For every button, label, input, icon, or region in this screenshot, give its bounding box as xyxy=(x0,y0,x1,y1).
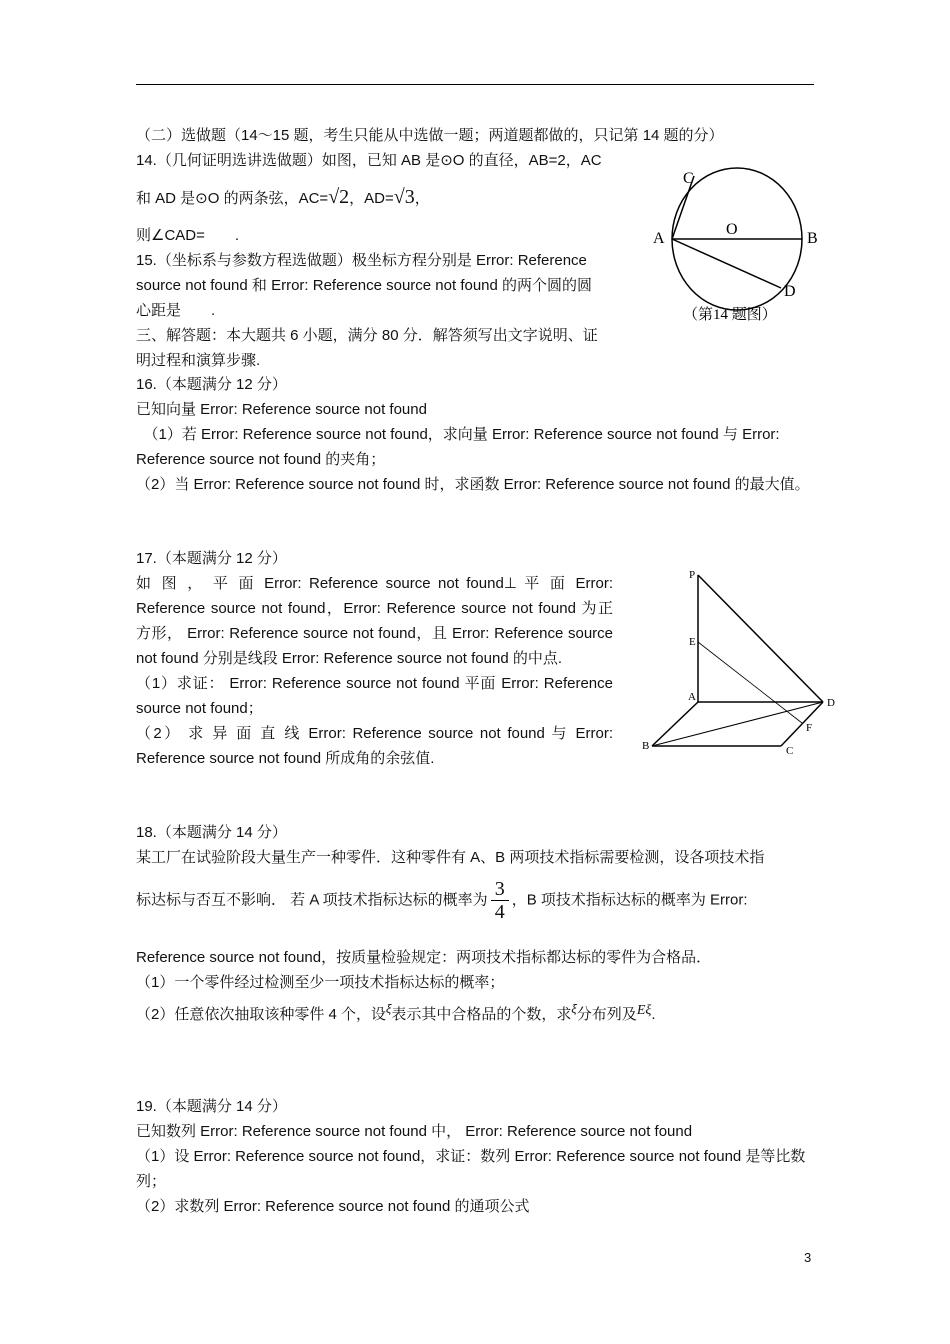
label-d: D xyxy=(784,283,796,300)
section3-line1: 三、解答题：本大题共 6 小题，满分 80 分．解答须写出文字说明、证 xyxy=(136,327,598,344)
sqrt2: √2 xyxy=(328,186,350,208)
q17-line4: not found 分别是线段 Error: Reference source not found 的中点. xyxy=(136,650,563,667)
q19-title: 19.（本题满分 14 分） xyxy=(136,1098,287,1115)
text: 分布列及 xyxy=(576,1006,637,1023)
expectation: Eξ xyxy=(636,1003,652,1018)
text: ，AD= xyxy=(349,190,394,207)
chord-ac xyxy=(672,176,694,239)
q17-line2: Reference source not found，Error: Reference source not found 为正 xyxy=(136,600,613,617)
q15-line1: 15.（坐标系与参数方程选做题）极坐标方程分别是 Error: Reference xyxy=(136,252,587,269)
text: ，B 项技术指标达标的概率为 Error: xyxy=(511,891,748,909)
sqrt3: √3 xyxy=(393,186,415,208)
edge-cd xyxy=(781,702,823,746)
chord-ad xyxy=(672,239,781,288)
q17-line8: Reference source not found 所成角的余弦值. xyxy=(136,750,435,767)
segment-ef xyxy=(698,642,802,723)
q15-line2: source not found 和 Error: Reference source not found 的两个圆的圆 xyxy=(136,277,593,294)
label-c: C xyxy=(683,170,694,187)
q16-line3: Reference source not found 的夹角； xyxy=(136,451,386,468)
figure-14-circle xyxy=(672,168,802,310)
q18-title: 18.（本题满分 14 分） xyxy=(136,824,287,841)
q18-line1: 某工厂在试验阶段大量生产一种零件．这种零件有 A、B 两项技术指标需要检测，设各项技术指 xyxy=(136,849,765,866)
circle-o xyxy=(672,168,802,310)
label-d: D xyxy=(827,697,835,709)
label-c: C xyxy=(786,745,794,757)
text: 表示其中合格品的个数，求 xyxy=(391,1006,572,1023)
section-heading: （二）选做题（14～15 题，考生只能从中选做一题；两道题都做的，只记第 14 题的分） xyxy=(136,127,724,144)
label-f: F xyxy=(806,722,813,734)
label-e: E xyxy=(689,636,696,648)
xi: ξ xyxy=(571,1002,577,1016)
edge-ab xyxy=(652,702,698,746)
q17-line1: 如 图 ， 平 面 Error: Reference source not found⊥ 平 面 Error: xyxy=(136,575,613,592)
label-p: P xyxy=(689,569,696,581)
q18-part2 xyxy=(136,1003,656,1024)
diag-bd xyxy=(652,702,823,746)
numerator: 3 xyxy=(494,878,505,900)
q19-line1: 已知数列 Error: Reference source not found 中， Error: Reference source not found xyxy=(136,1123,693,1140)
denominator: 4 xyxy=(491,900,509,923)
q14-line2 xyxy=(136,188,430,208)
q18-part1: （1）一个零件经过检测至少一项技术指标达标的概率； xyxy=(136,974,505,991)
q19-line3: 列； xyxy=(136,1173,167,1190)
q18-line3: Reference source not found，按质量检验规定：两项技术指标都达标的零件为合格品． xyxy=(136,949,712,966)
label-b: B xyxy=(642,740,650,752)
q16-line1: 已知向量 Error: Reference source not found xyxy=(136,401,427,418)
q14-line1: 14.（几何证明选讲选做题）如图，已知 AB 是⊙O 的直径，AB=2，AC xyxy=(136,152,602,169)
label-o: O xyxy=(726,221,738,238)
q19-line2: （1）设 Error: Reference source not found，求证：数列 Error: Reference source not found 是等比数 xyxy=(136,1148,806,1165)
text: 和 AD 是⊙O 的两条弦，AC= xyxy=(136,190,329,207)
text: （2）任意依次抽取该种零件 4 个，设 xyxy=(136,1006,387,1023)
header-rule xyxy=(136,84,814,85)
label-b: B xyxy=(807,230,818,247)
q16-title: 16.（本题满分 12 分） xyxy=(136,376,287,393)
figure-17-solid xyxy=(652,575,823,746)
label-a: A xyxy=(688,691,696,703)
label-a: A xyxy=(653,230,665,247)
q16-line4: （2）当 Error: Reference source not found 时，求函数 Error: Reference source not found 的最大值。 xyxy=(136,476,810,493)
q17-line7: （2） 求 异 面 直 线 Error: Reference source not found 与 Error: xyxy=(136,725,613,742)
q17-line5: （1）求证： Error: Reference source not found 平面 Error: Reference xyxy=(136,675,613,692)
text: . xyxy=(651,1006,656,1023)
figure-14-caption: （第14 题图） xyxy=(683,307,777,323)
q19-line4: （2）求数列 Error: Reference source not found 的通项公式 xyxy=(136,1198,530,1215)
text: ， xyxy=(414,190,430,207)
q15-line3: 心距是 . xyxy=(136,302,216,319)
text: 标达标与否互不影响． 若 A 项技术指标达标的概率为 xyxy=(136,891,488,909)
fraction-3-4 xyxy=(491,878,509,923)
q18-line2 xyxy=(136,878,748,923)
q17-title: 17.（本题满分 12 分） xyxy=(136,550,287,567)
xi: ξ xyxy=(386,1002,392,1016)
q14-line3: 则∠CAD= . xyxy=(136,227,240,244)
q16-line2: （1）若 Error: Reference source not found，求向量 Error: Reference source not found 与 Error: xyxy=(136,426,780,443)
q17-line3: 方形， Error: Reference source not found，且 Error: Reference source xyxy=(136,625,613,642)
edge-pd xyxy=(698,575,823,702)
section3-line2: 明过程和演算步骤. xyxy=(136,352,261,369)
q17-line6: source not found； xyxy=(136,700,263,717)
page-number: 3 xyxy=(804,1250,812,1265)
